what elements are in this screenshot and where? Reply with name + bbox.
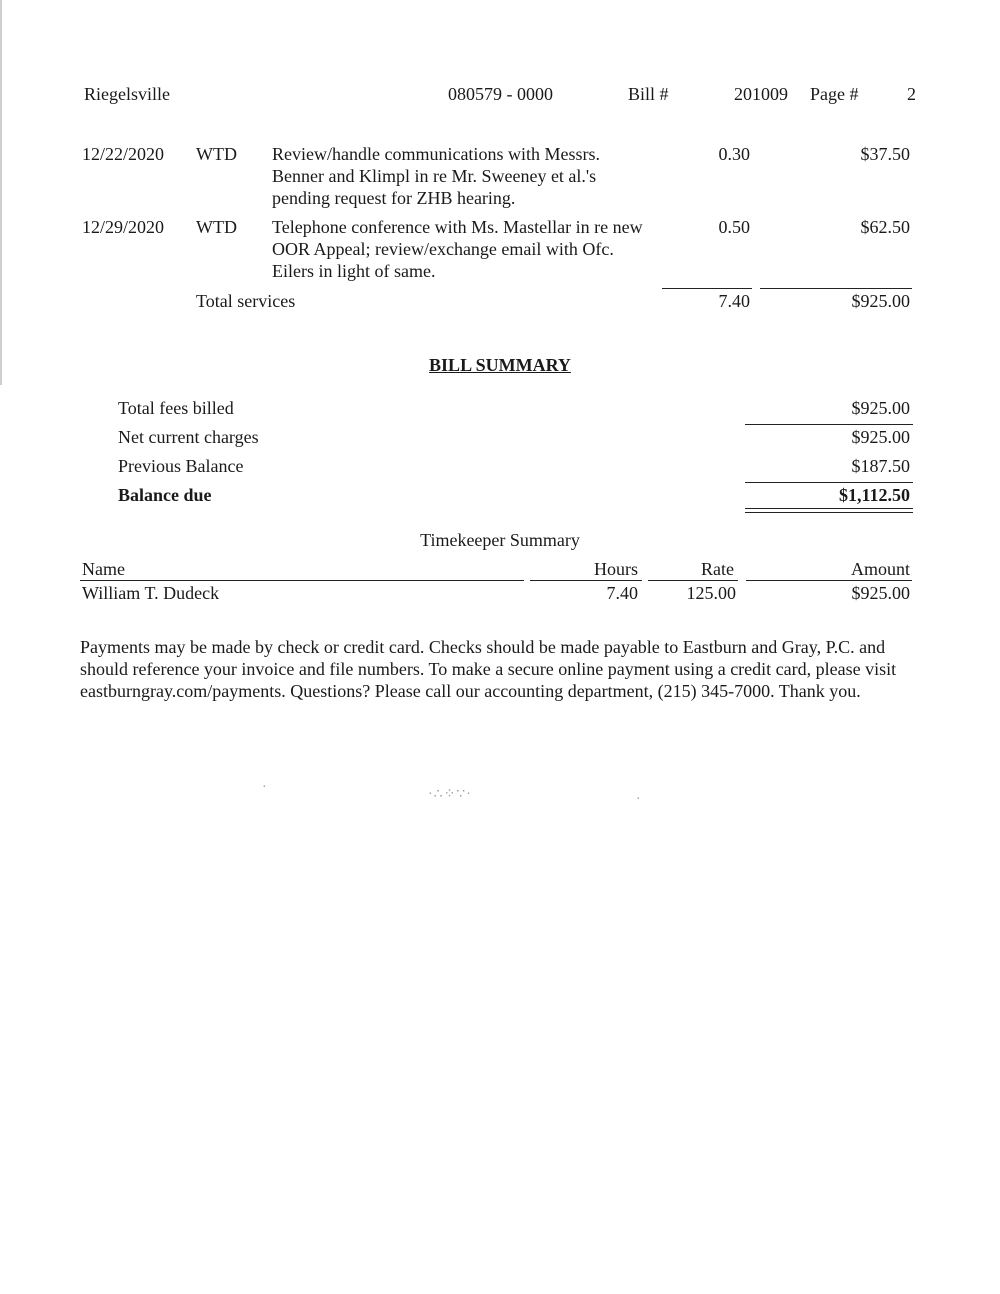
timekeeper-rate: 125.00	[686, 583, 736, 603]
scan-speck: ·	[636, 792, 641, 807]
bill-number: 201009	[734, 84, 788, 104]
header-rule-rate	[648, 580, 738, 581]
entry-timekeeper: WTD	[196, 217, 237, 237]
scan-speck: ·	[262, 780, 267, 795]
page-number: 2	[907, 84, 916, 104]
summary-amount-balance: $1,112.50	[838, 485, 910, 505]
bill-label: Bill #	[628, 84, 669, 104]
header-rule-amount	[746, 580, 912, 581]
total-services-hours: 7.40	[718, 291, 750, 311]
col-header-rate: Rate	[701, 559, 734, 579]
header-rule-name	[80, 580, 524, 581]
col-header-hours: Hours	[594, 559, 638, 579]
summary-rule	[745, 424, 913, 425]
total-services-amount: $925.00	[851, 291, 910, 311]
summary-rule	[745, 482, 913, 483]
total-hours-rule	[662, 288, 752, 289]
scan-speck: ·∴⁘∵·	[428, 787, 472, 802]
entry-description: Review/handle communications with Messrs. Benner and Klimpl in re Mr. Sweeney et al.'s pending request for ZHB hearing.	[272, 144, 600, 208]
summary-label-previous: Previous Balance	[118, 456, 244, 476]
total-services-label: Total services	[196, 291, 296, 311]
entry-hours: 0.50	[718, 217, 750, 237]
payment-note: Payments may be made by check or credit card. Checks should be made payable to Eastburn and Gray, P.C. and should reference your invoice and file numbers. To make a secure online payment using a credit card, please visit eastburngray.com/payments. Questions? Please call our accounting department, (215) 345-7000. Thank you.	[80, 637, 897, 701]
entry-amount: $62.50	[860, 217, 910, 237]
col-header-name: Name	[82, 559, 125, 579]
entry-amount: $37.50	[860, 144, 910, 164]
summary-label-balance: Balance due	[118, 485, 212, 505]
summary-amount-previous: $187.50	[851, 456, 910, 476]
client-name: Riegelsville	[84, 84, 170, 104]
summary-amount-net: $925.00	[851, 427, 910, 447]
summary-label-net: Net current charges	[118, 427, 259, 447]
timekeeper-name: William T. Dudeck	[82, 583, 220, 603]
entry-hours: 0.30	[718, 144, 750, 164]
summary-amount-fees: $925.00	[851, 398, 910, 418]
bill-summary-title: BILL SUMMARY	[429, 355, 571, 375]
timekeeper-amount: $925.00	[851, 583, 910, 603]
entry-date: 12/22/2020	[82, 144, 165, 164]
page-label: Page #	[810, 84, 859, 104]
timekeeper-hours: 7.40	[606, 583, 638, 603]
entry-timekeeper: WTD	[196, 144, 237, 164]
timekeeper-summary-title: Timekeeper Summary	[420, 530, 580, 550]
matter-number: 080579 - 0000	[448, 84, 553, 104]
balance-double-rule	[745, 508, 913, 513]
col-header-amount: Amount	[850, 559, 910, 579]
scan-edge-shadow	[0, 0, 2, 385]
summary-label-fees: Total fees billed	[118, 398, 234, 418]
header-rule-hours	[530, 580, 642, 581]
entry-description: Telephone conference with Ms. Mastellar in re new OOR Appeal; review/exchange email with Ofc. Eilers in light of same.	[272, 217, 643, 281]
entry-date: 12/29/2020	[82, 217, 165, 237]
total-amount-rule	[760, 288, 912, 289]
